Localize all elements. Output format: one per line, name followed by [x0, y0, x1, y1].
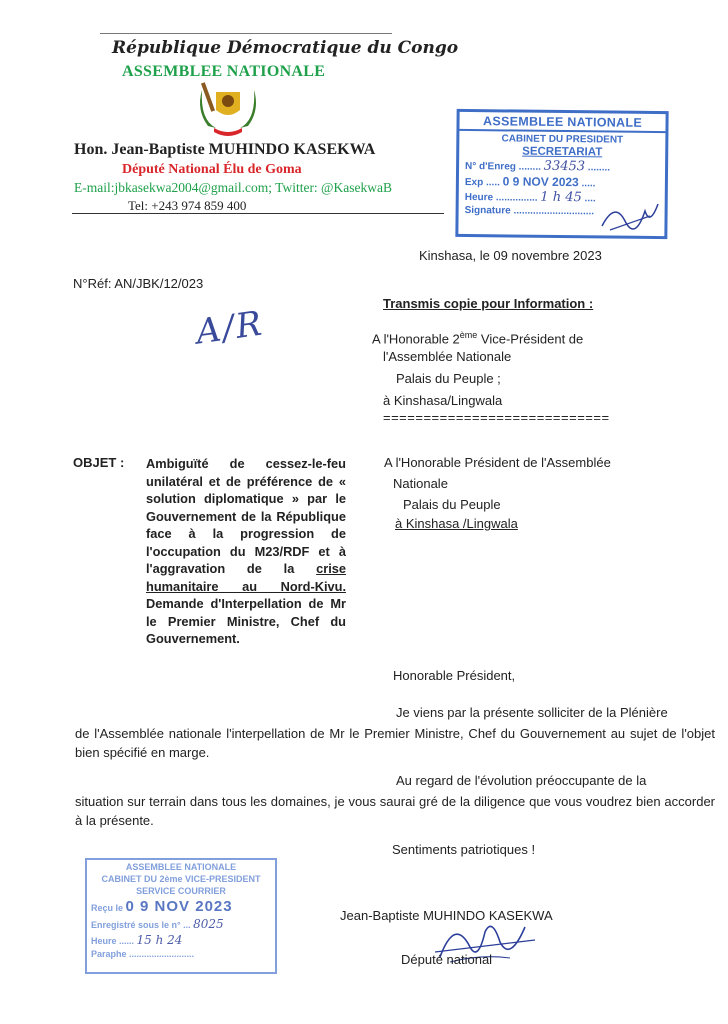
- object-label: OBJET :: [73, 455, 125, 470]
- object-text: [146, 455, 346, 648]
- stamp2-line2: CABINET DU 2ème VICE-PRESIDENT: [101, 874, 261, 884]
- stamp-line3: SECRETARIAT: [522, 145, 603, 159]
- stamp2-recu-label: Reçu le: [91, 903, 124, 913]
- reception-stamp-vice-president: [85, 858, 277, 974]
- signer-title: Député national: [401, 952, 493, 967]
- object-text-a: Ambiguïté de cessez-le-feu unilatéral et de préférence de « solution diplomatique » par le Gouvernement de la République face à la progression de l'occupation du M23/RDF et à l'aggravation de la: [146, 456, 346, 576]
- stamp-heure-value: 1 h 45: [540, 189, 582, 206]
- header-divider: [72, 213, 444, 214]
- header-republic: République Démocratique du Congo: [112, 38, 459, 58]
- paragraph2-start: Au regard de l'évolution préoccupante de la: [396, 773, 647, 788]
- header-tel: Tel: +243 974 859 400: [128, 198, 247, 213]
- stamp2-heure-value: 15 h 24: [136, 933, 183, 947]
- object-text-underlined: crise humanitaire au Nord-Kivu.: [146, 561, 346, 594]
- stamp-line1: ASSEMBLEE NATIONALE: [459, 112, 665, 133]
- copy-line1-pre: A l'Honorable 2: [372, 331, 460, 347]
- paragraph1-rest: de l'Assemblée nationale l'interpellation de Mr le Premier Ministre, Chef du Gouvernement au sujet de l'objet bien spécifié en marge.: [75, 726, 715, 760]
- stamp2-line1: ASSEMBLEE NATIONALE: [125, 862, 237, 872]
- header-deputy-role: Député National Élu de Goma: [122, 162, 302, 177]
- recipient-line3: Palais du Peuple: [403, 497, 501, 512]
- stamp-exp-value: 0 9 NOV 2023: [502, 174, 579, 190]
- stamp2-line3: SERVICE COURRIER: [136, 886, 226, 896]
- copy-recipient-line3: Palais du Peuple ;: [396, 371, 501, 386]
- header-deputy-name: Hon. Jean-Baptiste MUHINDO KASEKWA: [74, 141, 376, 158]
- stamp2-enreg-value: 8025: [193, 917, 224, 931]
- salutation: Honorable Président,: [393, 668, 516, 683]
- paragraph1-start: Je viens par la présente solliciter de la Plénière: [396, 705, 668, 720]
- paragraph2-rest: situation sur terrain dans tous les domaines, je vous saurai gré de la diligence que vous voudrez bien accorder à la présente.: [75, 794, 715, 828]
- copy-recipient-line2: l'Assemblée Nationale: [383, 349, 512, 364]
- copy-line1-post: Vice-Président de: [477, 331, 584, 347]
- handwritten-annotation: A/R: [193, 303, 267, 353]
- stamp-heure-row: Heure ............... 1 h 45 ....: [464, 189, 596, 206]
- stamp-enreg-value: 33453: [543, 158, 586, 175]
- recipient-line1: A l'Honorable Président de l'Assemblée: [384, 455, 611, 470]
- stamp-enreg-row: N° d'Enreg ........ 33453 ........: [465, 158, 611, 175]
- stamp2-enreg-row: Enregistré sous le n° ... 8025: [91, 917, 224, 931]
- header-contact: E-mail:jbkasekwa2004@gmail.com; Twitter: @KasekwaB: [74, 180, 392, 195]
- stamp2-recu-row: [91, 898, 275, 915]
- stamp-signature-label: Signature: [464, 204, 511, 217]
- stamp-line2: CABINET DU PRESIDENT: [501, 133, 624, 146]
- recipient-line4: à Kinshasa /Lingwala: [395, 516, 518, 531]
- copy-title: Transmis copie pour Information :: [383, 296, 594, 311]
- object-text-b: Demande d'Interpellation de Mr le Premier Ministre, Chef du Gouvernement.: [146, 596, 346, 646]
- stamp2-paraphe-row: Paraphe ..........................: [91, 949, 195, 959]
- stamp2-recu-value: 0 9 NOV 2023: [125, 898, 233, 915]
- copy-separator: ============================: [383, 410, 610, 425]
- stamp2-heure-label: Heure: [91, 936, 117, 946]
- recipient-line2: Nationale: [393, 476, 448, 491]
- stamp-exp-label: Exp: [464, 176, 484, 189]
- stamp2-heure-row: Heure ...... 15 h 24: [91, 933, 183, 947]
- letter-date: Kinshasa, le 09 novembre 2023: [419, 248, 602, 263]
- stamp-signature-row: Signature .............................: [464, 204, 595, 218]
- header-top-rule: [100, 33, 392, 34]
- copy-line1-sup: ème: [459, 330, 478, 340]
- stamp-enreg-label: N° d'Enreg: [465, 160, 516, 173]
- stamp-handwritten-signature: [600, 196, 660, 236]
- stamp-heure-label: Heure: [464, 191, 494, 204]
- coat-of-arms-emblem: [196, 80, 260, 140]
- letter-reference: N°Réf: AN/JBK/12/023: [73, 276, 204, 291]
- signer-name: Jean-Baptiste MUHINDO KASEKWA: [340, 908, 553, 923]
- stamp-exp-row: Exp ..... 0 9 NOV 2023 .....: [464, 174, 596, 190]
- stamp2-paraphe-label: Paraphe: [91, 949, 127, 959]
- stamp2-enreg-label: Enregistré sous le n°: [91, 920, 181, 930]
- copy-recipient-line4: à Kinshasa/Lingwala: [383, 393, 503, 408]
- closing-formula: Sentiments patriotiques !: [392, 842, 536, 857]
- copy-recipient-line1: [372, 330, 583, 346]
- header-assembly: ASSEMBLEE NATIONALE: [122, 63, 326, 80]
